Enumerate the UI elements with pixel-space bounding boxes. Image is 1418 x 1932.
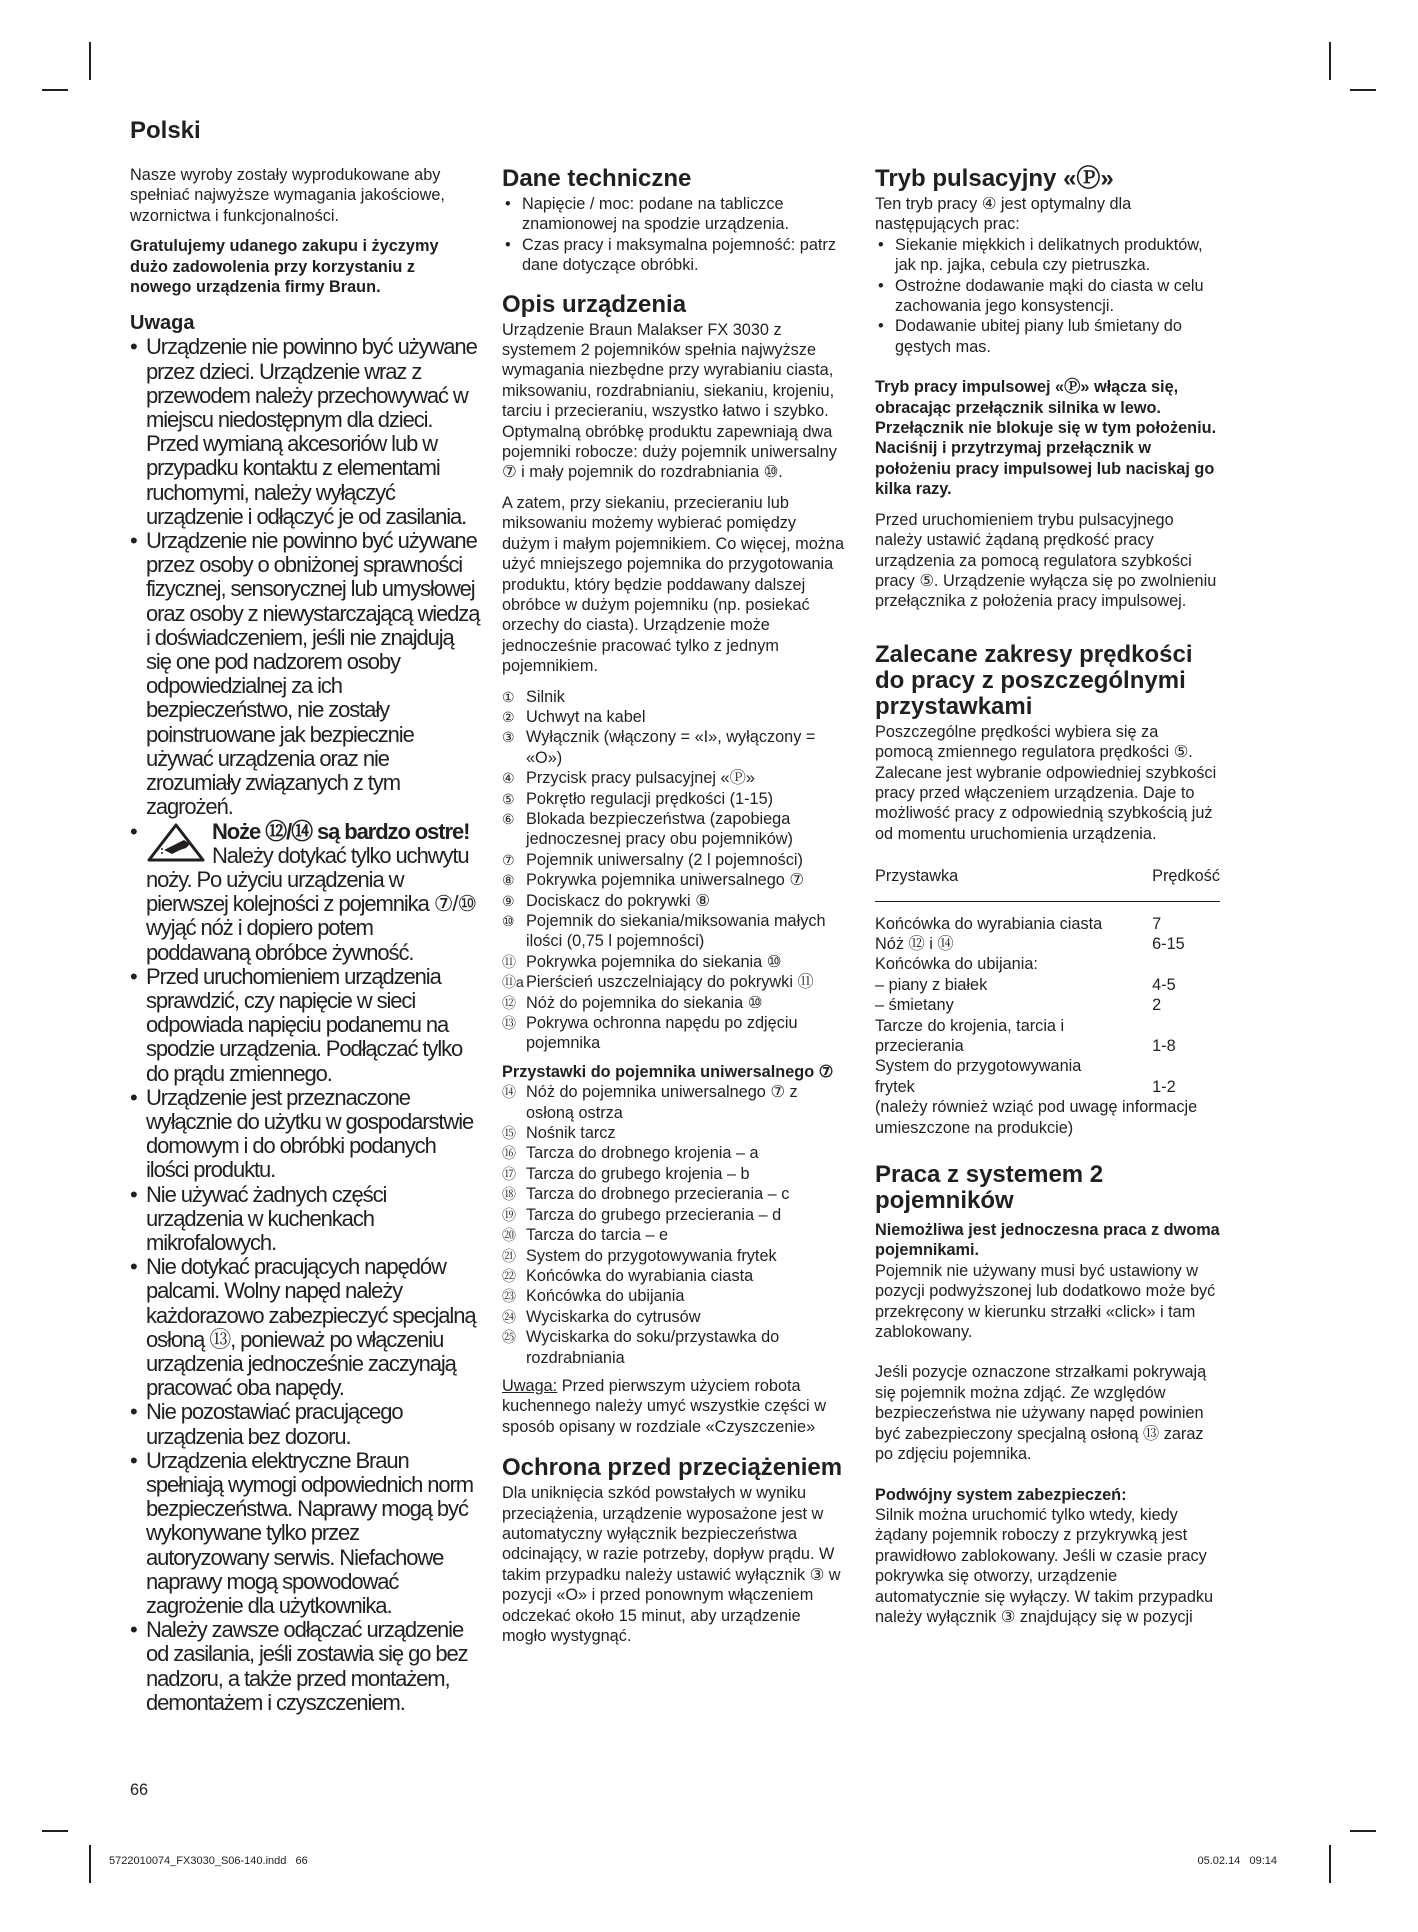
list-item [502,1123,847,1143]
description-heading: Opis urządzenia [502,290,687,318]
speed-cell: 1-8 [1152,1037,1176,1055]
item-number: ③ [502,729,515,746]
pulse-item: • Ostrożne dodawanie mąki do ciasta w celu zachowania jego konsystencji. [875,276,1220,317]
item-number: ⑲ [502,1206,516,1223]
list-item [502,1266,847,1286]
attachment-cell: – śmietany [875,996,954,1015]
crop-mark [42,1830,68,1832]
attachment-cell: Końcówka do wyrabiania ciasta [875,914,1103,933]
item-text: Nóż do pojemnika uniwersalnego ⑦ z osłoną ostrza [526,1083,798,1122]
two-container-heading: Praca z systemem 2 pojemników [875,1161,1104,1215]
pulse-heading: Tryb pulsacyjny «Ⓟ» [875,165,1114,192]
note-text: Przed pierwszym użyciem robota kuchennego należy umyć wszystkie części w sposób opisany w rozdziale «Czyszczenie» [502,1376,826,1436]
overload-paragraph: Dla uniknięcia szkód powstałych w wyniku przeciążenia, urządzenie wyposażone jest w automatyczny wyłącznik bezpieczeństwa odcinający, w razie potrzeby, dopływ prądu. W takim przypadku należy ustawić wyłącznik ③ w pozycji «O» i przed ponownym włączeniem odczekać około 15 minut, aby urządzenie mogło wystygnąć. [502,1484,841,1645]
item-number: ⑦ [502,851,515,868]
list-item [502,707,847,727]
column-safety [130,165,480,1715]
item-text: Wyciskarka do cytrusów [526,1307,701,1326]
attachment-cell: – piany z białek [875,975,988,994]
overload-heading: Ochrona przed przeciążeniem [502,1454,843,1482]
list-item [502,1184,847,1204]
warning-item: • Urządzenie jest przeznaczone wyłącznie do użytku w gospodarstwie domowym i do obróbki podanych ilości produktu. [130,1086,480,1183]
list-item [502,789,847,809]
language-title: Polski [130,117,201,144]
speed-table-row [875,901,1220,934]
crop-mark [1329,1845,1331,1883]
attachments-heading: Przystawki do pojemnika uniwersalnego ⑦ [502,1062,834,1081]
attachment-cell: System do przygotowywania [875,1057,1082,1076]
item-text: Blokada bezpieczeństwa (zapobiega jednoczesnej pracy obu pojemników) [526,809,793,849]
speed-table-row [875,934,1220,954]
item-number: ㉑ [502,1247,516,1264]
item-number: ④ [502,770,515,787]
item-number: ⑯ [502,1145,516,1162]
footer-filename: 5722010074_FX3030_S06-140.indd 66 [109,1855,308,1867]
item-number: ⑪ [502,953,516,970]
item-number: ⑮ [502,1125,516,1142]
item-number: ㉕ [502,1329,516,1346]
list-item [502,1143,847,1163]
double-safety-heading: Podwójny system zabezpieczeń: [875,1485,1127,1504]
parts-list [502,687,847,1054]
item-text: Pokrywa ochronna napędu po zdjęciu pojemnika [526,1014,798,1053]
speed-table-note: (należy również wziąć pod uwagę informacje umieszczone na produkcie) [875,1098,1198,1137]
item-number: ⑩ [502,913,515,929]
column-description [502,166,847,1656]
list-item [502,993,847,1013]
speed-table [875,866,1220,1097]
list-item [502,1013,847,1054]
list-item [502,687,847,707]
pulse-intro: Ten tryb pracy ④ jest optymalny dla następujących prac: [875,195,1132,234]
list-item [502,1205,847,1225]
item-text: Pojemnik uniwersalny (2 l pojemności) [526,850,803,869]
attachment-cell: Końcówka do ubijania: [875,955,1038,974]
speed-cell [1152,954,1220,974]
attachment-cell: frytek [875,1077,915,1096]
intro-paragraph: Nasze wyroby zostały wyprodukowane aby spełniać najwyższe wymagania jakościowe, wzornictwa i funkcjonalności. [130,166,445,225]
speed-table-row [875,1016,1220,1036]
two-container-paragraph: Pojemnik nie używany musi być ustawiony w pozycji podwyższonej lub dodatkowo może być przekręcony w kierunku strzałki «click» i tam zablokowany. [875,1261,1216,1342]
list-item [502,1225,847,1245]
tech-data-item: • Czas pracy i maksymalna pojemność: patrz dane dotyczące obróbki. [502,235,847,276]
item-text: Wyłącznik (włączony = «I», wyłączony = «O») [526,728,816,767]
list-item [502,870,847,890]
item-text: Tarcza do tarcia – e [526,1226,669,1245]
tech-data-heading: Dane techniczne [502,165,692,192]
item-text: Pojemnik do siekania/miksowania małych ilości (0,75 l pojemności) [526,912,826,951]
attachment-cell: Tarcze do krojenia, tarcia i [875,1016,1065,1035]
crop-mark [42,89,68,91]
speed-cell [1152,1056,1220,1076]
item-text: Tarcza do grubego krojenia – b [526,1164,750,1183]
item-number: ⑳ [502,1227,516,1244]
item-number: ② [502,708,515,725]
item-text: Dociskacz do pokrywki ⑧ [526,891,710,910]
item-text: Pierścień uszczelniający do pokrywki ⑪ [526,973,814,992]
congrats-paragraph: Gratulujemy udanego zakupu i życzymy dużo zadowolenia przy korzystaniu z nowego urządzenia firmy Braun. [130,237,439,297]
description-paragraph: Urządzenie Braun Malakser FX 3030 z systemem 2 pojemników spełnia najwyższe wymagania niezbędne przy wyrabianiu ciasta, miksowaniu, rozdrabnianiu, siekaniu, krojeniu, tarciu i przecieraniu, wszystko łatwo i szybko. Optymalną obróbkę produktu zapewniają dwa pojemniki robocze: duży pojemnik uniwersalny ⑦ i mały pojemnik do rozdrabniania ⑩. [502,320,837,482]
item-text: Tarcza do drobnego przecierania – c [526,1185,790,1204]
warning-item: • Nie dotykać pracujących napędów palcami. Wolny napęd należy każdorazowo zabezpieczyć specjalną osłoną ⑬, ponieważ po włączeniu urządzenia jednocześnie zaczynają pracować oba napędy. [130,1255,480,1400]
crop-mark [89,1845,91,1883]
item-text: Uchwyt na kabel [526,707,646,726]
pulse-paragraph: Przed uruchomieniem trybu pulsacyjnego należy ustawić żądaną prędkość pracy urządzenia za pomocą regulatora szybkości pracy ⑤. Urządzenie wyłącza się po zwolnieniu przełącznika z położenia pracy impulsowej. [875,510,1217,611]
speed-cell: 1-2 [1152,1077,1176,1096]
warning-heading: Uwaga [130,312,195,335]
speed-table-header: Prędkość [1152,866,1220,901]
item-number: ⑧ [502,872,515,889]
item-text: Wyciskarka do soku/przystawka do rozdrabniania [526,1328,780,1367]
item-number: ⑤ [502,790,515,807]
list-item [502,1307,847,1327]
item-text: Pokrywka pojemnika do siekania ⑩ [526,952,782,971]
list-item [502,911,847,952]
speed-paragraph: Poszczególne prędkości wybiera się za pomocą zmiennego regulatora prędkości ⑤. Zalecane jest wybranie odpowiedniej szybkości pracy przed włączeniem urządzenia. Daje to możliwość pracy z odpowiednią szybkością już od momentu uruchomienia urządzenia. [875,722,1217,843]
speed-table-row [875,1077,1220,1097]
item-number: ⑬ [502,1015,516,1032]
two-container-bold: Niemożliwa jest jednoczesna praca z dwoma pojemnikami. [875,1221,1220,1260]
warning-item: • Urządzenie nie powinno być używane przez osoby o obniżonej sprawności fizycznej, sensorycznej lub umysłowej oraz osoby z niewystarczającą wiedzą i doświadczeniem, jeśli nie znajdują się one pod nadzorem osoby odpowiedzialnej za ich bezpieczeństwo, nie zostały poinstruowane jak bezpiecznie używać urządzenia oraz nie zrozumiały związanych z tym zagrożeń. [130,529,480,819]
item-number: ⑫ [502,994,516,1011]
item-text: Końcówka do wyrabiania ciasta [526,1266,754,1285]
item-number: ⑱ [502,1186,516,1203]
item-text: Końcówka do ubijania [526,1287,685,1306]
warning-item: • Przed uruchomieniem urządzenia sprawdzić, czy napięcie w sieci odpowiada napięciu podanemu na spodzie urządzenia. Podłączać tylko do prądu zmiennego. [130,965,480,1086]
hand-cut-warning-icon [146,822,206,864]
speed-table-row [875,975,1220,995]
speed-cell [1152,1016,1220,1036]
item-text: System do przygotowywania frytek [526,1246,777,1265]
tech-data-item: • Napięcie / moc: podane na tabliczce znamionowej na spodzie urządzenia. [502,194,847,235]
speed-cell: 2 [1152,996,1162,1015]
crop-mark [1329,42,1331,80]
warning-item: • Urządzenia elektryczne Braun spełniają wymogi odpowiednich norm bezpieczeństwa. Naprawy mogą być wykonywane tylko przez autoryzowany serwis. Niefachowe naprawy mogą spowodować zagrożenie dla użytkownika. [130,1449,480,1618]
item-text: Nośnik tarcz [526,1124,616,1143]
column-operation [875,166,1220,1637]
item-text: Tarcza do drobnego krojenia – a [526,1144,759,1163]
item-number: ㉔ [502,1308,516,1325]
note-paragraph [502,1376,847,1437]
item-text: Tarcza do grubego przecierania – d [526,1205,782,1224]
crop-mark [1350,1830,1376,1832]
attachment-cell: Nóż ⑫ i ⑭ [875,934,954,953]
item-number: ⑨ [502,892,515,909]
item-number: ⑰ [502,1165,516,1182]
warning-item: • Nie pozostawiać pracującego urządzenia bez dozoru. [130,1400,480,1448]
note-label: Uwaga: [502,1376,558,1395]
speed-cell: 4-5 [1152,975,1176,994]
list-item [502,768,847,788]
footer-date: 05.02.14 09:14 [1197,1855,1277,1867]
warning-list [130,335,480,1715]
list-item [502,1327,847,1368]
item-text: Pokrywka pojemnika uniwersalnego ⑦ [526,871,804,890]
list-item [502,1164,847,1184]
attachments-list [502,1082,847,1368]
speed-table-row [875,954,1220,974]
warning-item-knives [130,820,480,965]
speed-table-row [875,995,1220,1015]
warning-item: • Należy zawsze odłączać urządzenie od zasilania, jeśli zostawia się go bez nadzoru, a także przed montażem, demontażem i czyszczeniem. [130,1618,480,1715]
item-number: ① [502,688,515,705]
list-item [502,891,847,911]
speed-heading: Zalecane zakresy prędkości do pracy z poszczególnymi przystawkami [875,640,1193,720]
list-item [502,952,847,972]
speed-table-row [875,1036,1220,1056]
speed-table-header: Przystawka [875,866,1152,901]
pulse-item: • Siekanie miękkich i delikatnych produktów, jak np. jajka, cebula czy pietruszka. [875,235,1220,276]
item-number: ㉓ [502,1288,516,1305]
list-item [502,1246,847,1266]
item-text: Pokrętło regulacji prędkości (1-15) [526,789,774,808]
warning-item: • Nie używać żadnych części urządzenia w kuchenkach mikrofalowych. [130,1183,480,1256]
speed-table-row [875,1056,1220,1076]
attachment-cell: przecierania [875,1037,964,1055]
knife-warning-bold: Noże ⑫/⑭ są bardzo ostre! [212,818,470,844]
item-number: ⑪a [502,974,524,991]
item-text: Przycisk pracy pulsacyjnej «Ⓟ» [526,769,755,788]
list-item [502,1286,847,1306]
item-number: ⑥ [502,810,515,827]
speed-cell: 7 [1152,914,1162,933]
list-item [502,1082,847,1123]
warning-item: • Urządzenie nie powinno być używane przez dzieci. Urządzenie wraz z przewodem należy przechowywać w miejscu niedostępnym dla dzieci. Przed wymianą akcesoriów lub w przypadku kontaktu z elementami ruchomymi, należy wyłączyć urządzenie i odłączyć je od zasilania. [130,335,480,529]
item-text: Nóż do pojemnika do siekania ⑩ [526,993,763,1012]
pulse-bold-paragraph: Tryb pracy impulsowej «Ⓟ» włącza się, obracając przełącznik silnika w lewo. Przełącznik nie blokuje się w tym położeniu. Naciśnij i przytrzymaj przełącznik w położeniu pracy impulsowej lub naciskaj go kilka razy. [875,378,1217,499]
item-number: ㉒ [502,1267,516,1284]
two-container-paragraph: Jeśli pozycje oznaczone strzałkami pokrywają się pojemnik można zdjąć. Ze względów bezpieczeństwa nie używany napęd powinien być zabezpieczony specjalną osłoną ⑬ zaraz po zdjęciu pojemnika. [875,1363,1207,1464]
list-item [502,850,847,870]
speed-cell: 6-15 [1152,934,1185,953]
item-text: Silnik [526,687,565,706]
pulse-item: • Dodawanie ubitej piany lub śmietany do gęstych mas. [875,316,1220,357]
knife-warning-text: Należy dotykać tylko uchwytu noży. Po użyciu urządzenia w pierwszej kolejności z pojemnika ⑦/⑩ wyjąć nóż i dopiero potem poddawaną obróbce żywność. [146,842,476,965]
crop-mark [89,42,91,80]
pulse-list [875,235,1220,357]
list-item [502,972,847,992]
list-item [502,727,847,768]
description-paragraph: A zatem, przy siekaniu, przecieraniu lub miksowaniu możemy wybierać pomiędzy dużym i małym pojemnikiem. Co więcej, można użyć mniejszego pojemnika do przygotowania produktu, który będzie poddawany dalszej obróbce w dużym pojemniku (np. posiekać orzechy do ciasta). Urządzenie może jednocześnie pracować tylko z jednym pojemnikiem. [502,493,845,676]
item-number: ⑭ [502,1084,516,1101]
crop-mark [1350,89,1376,91]
list-item [502,809,847,850]
page-number: 66 [130,1781,149,1799]
tech-data-list [502,194,847,276]
double-safety-paragraph: Silnik można uruchomić tylko wtedy, kiedy żądany pojemnik roboczy z przykrywką jest prawidłowo zablokowany. Jeśli w czasie pracy pokrywka się otworzy, urządzenie automatycznie się wyłączy. W takim przypadku należy wyłącznik ③ znajdujący się w pozycji [875,1505,1214,1626]
